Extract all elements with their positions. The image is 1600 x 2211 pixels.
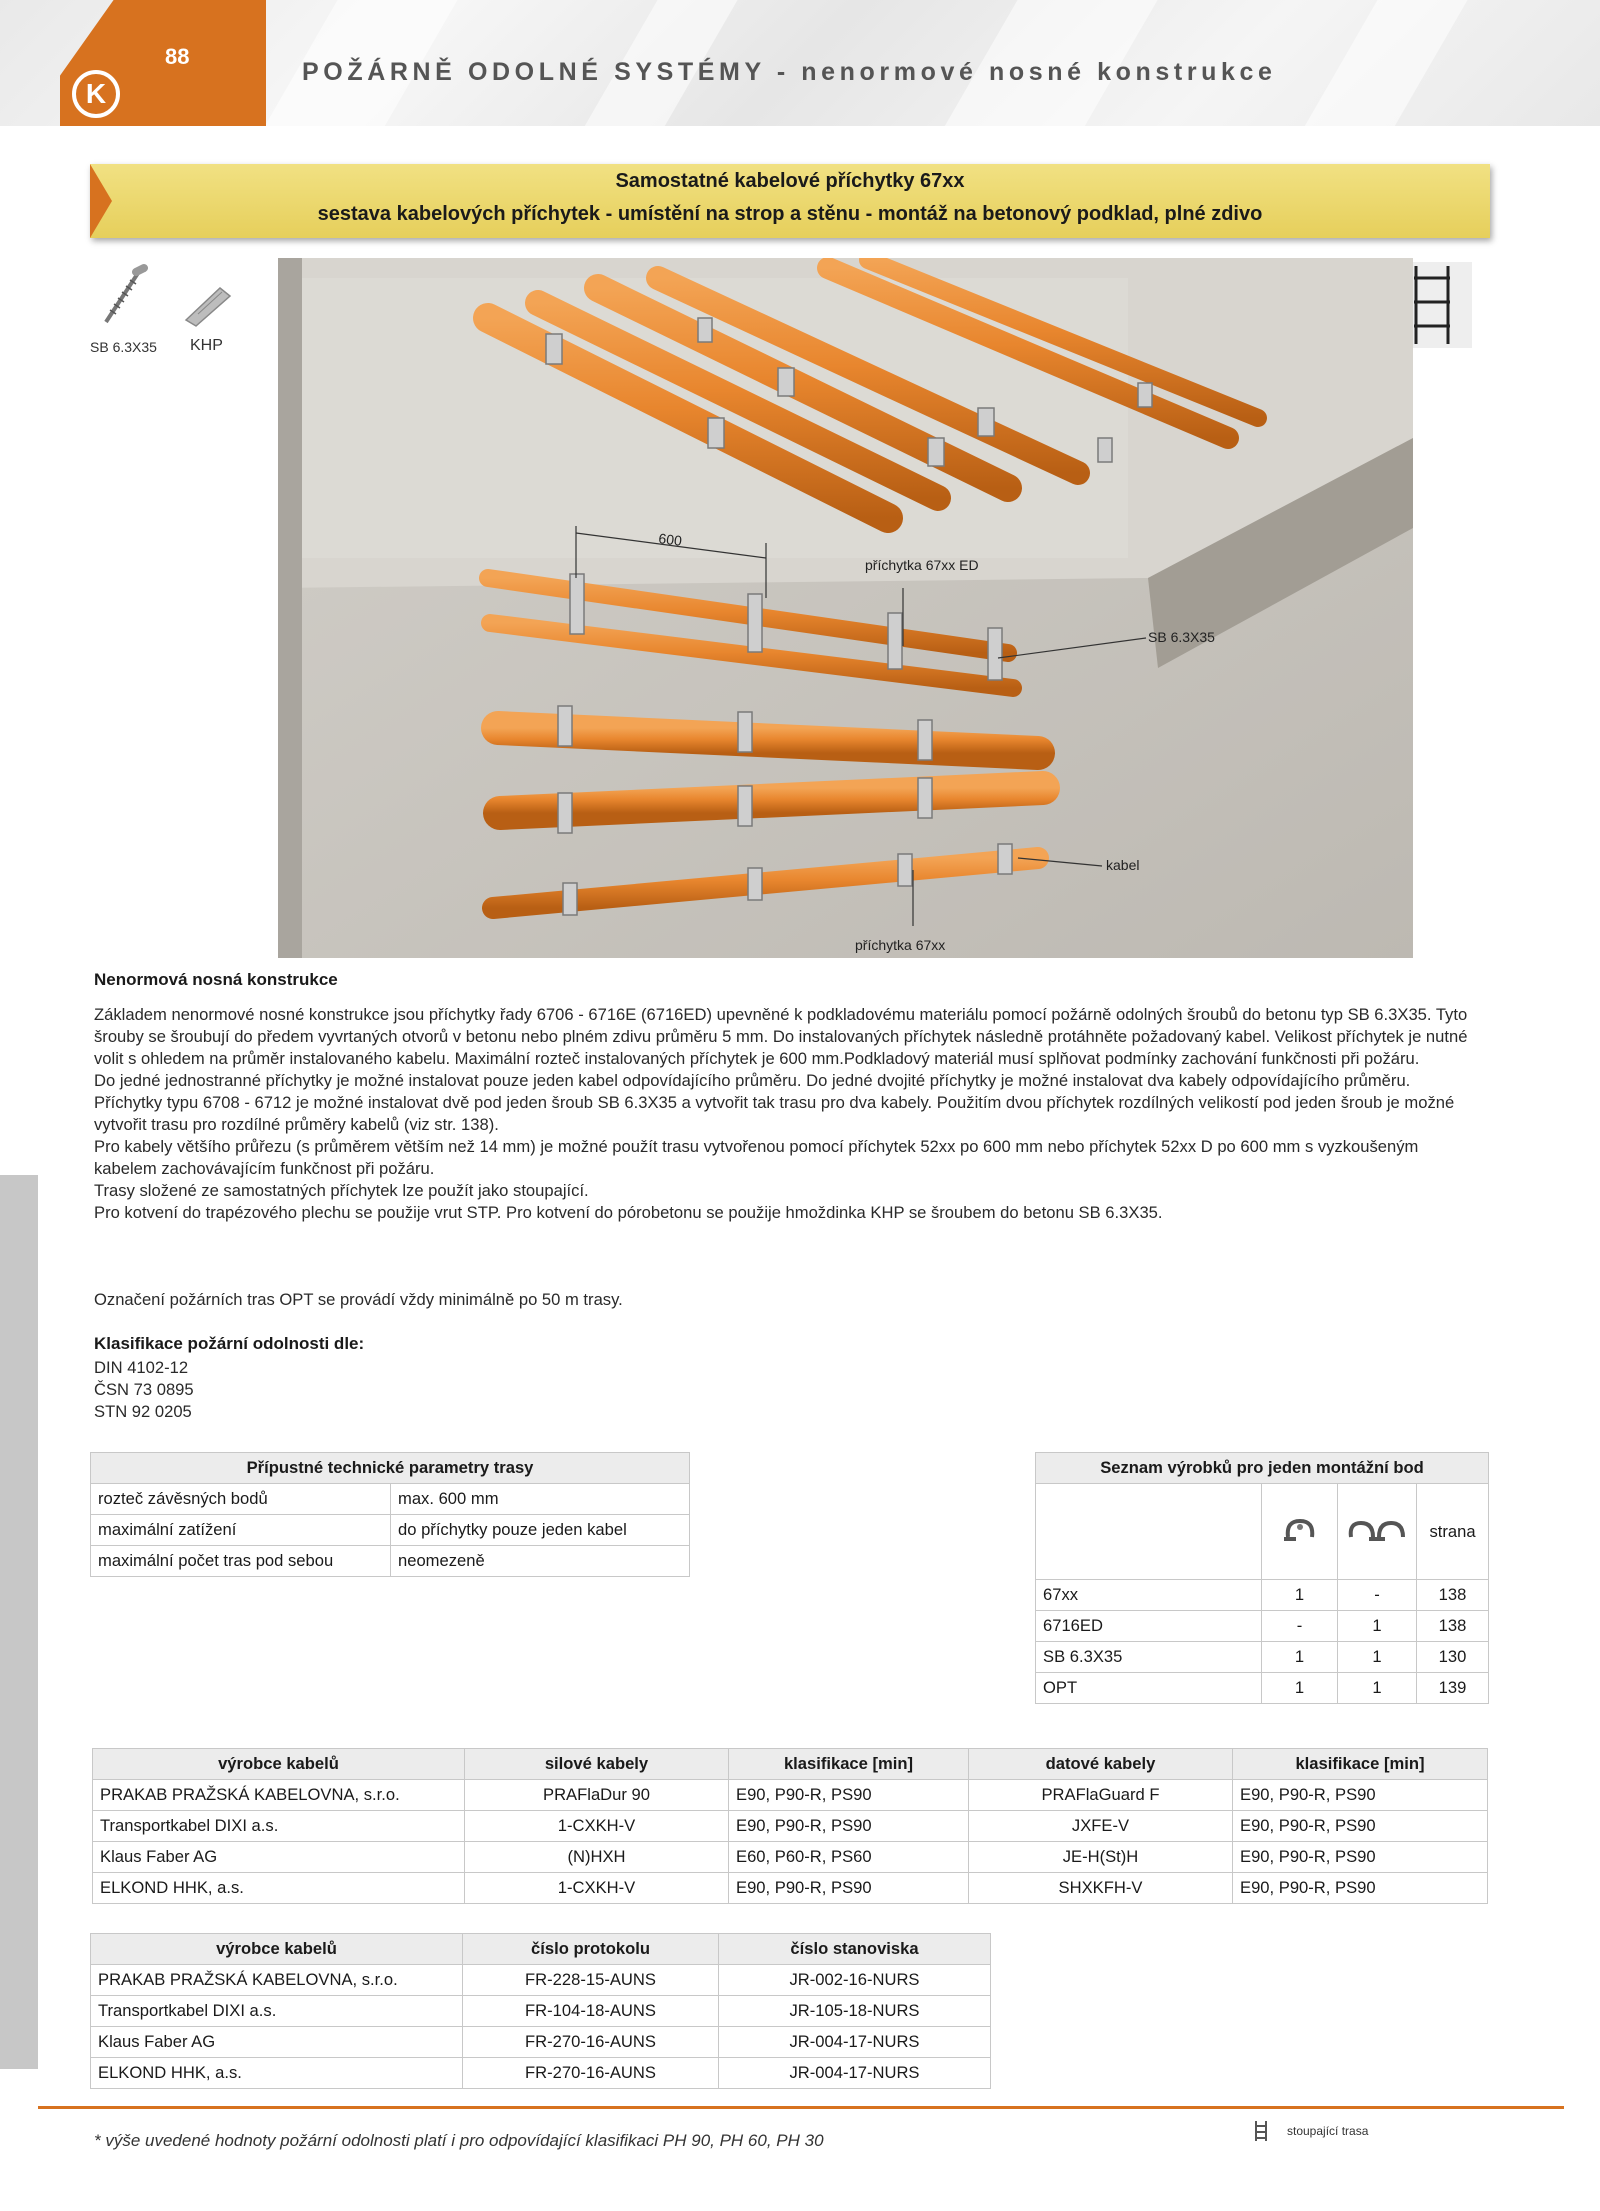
product-code: OPT [1036, 1673, 1262, 1704]
paragraph: Základem nenormové nosné konstrukce jsou příchytky řady 6706 - 6716E (6716ED) upevněné k podkladovému materiálu pomocí požárně odolných šroubů do betonu typ SB 6.3X35. Tyto šrouby se šroubují do předem vyvrtaných otvorů v betonu nebo plném zdivu průměru 5 mm. Do instalovaných příchytek následně protáhněte požadovaný kabel. Velikost příchytek je nutné volit s ohledem na průměr instalovaného kabelu. Maximální rozteč instalovaných příchytek je 600 mm.Podkladový materiál musí splňovat podmínky zachování funkčnosti při požáru. [94, 1005, 1468, 1068]
table-row [91, 1484, 690, 1515]
rising-route-legend-icon [1252, 2119, 1274, 2143]
paragraph: Trasy složené ze samostatných příchytek lze použít jako stoupající. [94, 1181, 589, 1200]
power-cable: PRAFlaDur 90 [465, 1780, 729, 1811]
param-name: maximální počet tras pod sebou [91, 1546, 391, 1577]
cables-table [92, 1748, 1488, 1904]
table-row [1036, 1611, 1489, 1642]
classification-list [94, 1357, 194, 1423]
power-cable: (N)HXH [465, 1842, 729, 1873]
anchor-label: KHP [190, 337, 223, 354]
anchor-icon [180, 278, 236, 328]
classification: E90, P90-R, PS90 [1233, 1873, 1488, 1904]
callout-screw: SB 6.3X35 [1148, 629, 1215, 645]
params-table-title: Přípustné technické parametry trasy [91, 1453, 690, 1484]
protocol-table [90, 1933, 991, 2089]
qty-double: - [1338, 1580, 1417, 1611]
classification: E90, P90-R, PS90 [729, 1811, 969, 1842]
product-list-table [1035, 1452, 1489, 1704]
table-row [91, 1515, 690, 1546]
classification-item: STN 92 0205 [94, 1402, 192, 1421]
column-header: klasifikace [min] [729, 1749, 969, 1780]
table-row [91, 1965, 991, 1996]
statement-number: JR-002-16-NURS [719, 1965, 991, 1996]
manufacturer: PRAKAB PRAŽSKÁ KABELOVNA, s.r.o. [93, 1780, 465, 1811]
page-ref: 138 [1417, 1580, 1489, 1611]
opt-note: Označení požárních tras OPT se provádí vždy minimálně po 50 m trasy. [94, 1290, 623, 1309]
footer-note: * výše uvedené hodnoty požární odolnosti platí i pro odpovídající klasifikaci PH 90, PH 60, PH 30 [94, 2131, 824, 2150]
manufacturer: ELKOND HHK, a.s. [93, 1873, 465, 1904]
installation-illustration [278, 258, 1413, 958]
table-row [1036, 1642, 1489, 1673]
column-header: datové kabely [969, 1749, 1233, 1780]
classification-item: DIN 4102-12 [94, 1358, 189, 1377]
manufacturer: Transportkabel DIXI a.s. [93, 1811, 465, 1842]
data-cable: JE-H(St)H [969, 1842, 1233, 1873]
section-title: Nenormová nosná konstrukce [94, 970, 338, 989]
section-banner [90, 164, 1490, 238]
footer-divider [38, 2106, 1564, 2109]
classification-item: ČSN 73 0895 [94, 1380, 194, 1399]
product-code: 6716ED [1036, 1611, 1262, 1642]
column-header: silové kabely [465, 1749, 729, 1780]
screw-icon [92, 262, 148, 328]
callout-clip: příchytka 67xx [855, 937, 946, 953]
param-name: rozteč závěsných bodů [91, 1484, 391, 1515]
callout-clip-ed: příchytka 67xx ED [865, 557, 979, 573]
paragraph: Pro kotvení do trapézového plechu se použije vrut STP. Pro kotvení do pórobetonu se použije hmoždinka KHP se šroubem do betonu SB 6.3X35. [94, 1203, 1163, 1222]
legend-label: stoupající trasa [1287, 2124, 1369, 2138]
power-cable: 1-CXKH-V [465, 1873, 729, 1904]
manufacturer: Klaus Faber AG [91, 2027, 463, 2058]
statement-number: JR-105-18-NURS [719, 1996, 991, 2027]
page-ref: 138 [1417, 1611, 1489, 1642]
paragraph: Do jedné jednostranné příchytky je možné instalovat pouze jeden kabel odpovídajícího průměru. Do jedné dvojité příchytky je možné instalovat dva kabely odpovídajícího průměru. [94, 1071, 1411, 1090]
classification: E60, P60-R, PS60 [729, 1842, 969, 1873]
page-ref: 130 [1417, 1642, 1489, 1673]
side-bar [0, 1175, 38, 2069]
column-header: výrobce kabelů [93, 1749, 465, 1780]
data-cable: PRAFlaGuard F [969, 1780, 1233, 1811]
param-value: neomezeně [391, 1546, 690, 1577]
clip-double-icon [1338, 1484, 1417, 1580]
banner-subtitle: sestava kabelových příchytek - umístění na strop a stěnu - montáž na betonový podklad, plné zdivo [317, 203, 1263, 225]
manufacturer: ELKOND HHK, a.s. [91, 2058, 463, 2089]
table-row [1036, 1673, 1489, 1704]
classification: E90, P90-R, PS90 [1233, 1780, 1488, 1811]
column-header: výrobce kabelů [91, 1934, 463, 1965]
manufacturer: Transportkabel DIXI a.s. [91, 1996, 463, 2027]
protocol-number: FR-104-18-AUNS [463, 1996, 719, 2027]
banner-title: Samostatné kabelové příchytky 67xx [615, 170, 965, 192]
protocol-number: FR-270-16-AUNS [463, 2027, 719, 2058]
table-row [1036, 1580, 1489, 1611]
protocol-number: FR-228-15-AUNS [463, 1965, 719, 1996]
page-column-header: strana [1417, 1484, 1489, 1580]
params-table [90, 1452, 690, 1577]
statement-number: JR-004-17-NURS [719, 2058, 991, 2089]
callout-cable: kabel [1106, 857, 1140, 873]
qty-single: 1 [1262, 1673, 1338, 1704]
table-row [91, 2027, 991, 2058]
manufacturer: Klaus Faber AG [93, 1842, 465, 1873]
column-header: číslo protokolu [463, 1934, 719, 1965]
clip-single-icon [1262, 1484, 1338, 1580]
classification: E90, P90-R, PS90 [1233, 1842, 1488, 1873]
param-value: max. 600 mm [391, 1484, 690, 1515]
qty-double: 1 [1338, 1642, 1417, 1673]
qty-double: 1 [1338, 1673, 1417, 1704]
table-row [93, 1842, 1488, 1873]
paragraph: Příchytky typu 6708 - 6712 je možné instalovat dvě pod jeden šroub SB 6.3X35 a vytvořit tak trasu pro dva kabely. Použitím dvou příchytek rozdílných velikostí pod jeden šroub je možné vytvořit trasu pro rozdílné průměry kabelů (viz str. 138). [94, 1093, 1455, 1134]
param-name: maximální zatížení [91, 1515, 391, 1546]
qty-single: - [1262, 1611, 1338, 1642]
page-title: POŽÁRNĚ ODOLNÉ SYSTÉMY - nenormové nosné konstrukce [302, 58, 1277, 86]
classification: E90, P90-R, PS90 [729, 1780, 969, 1811]
list-table-title: Seznam výrobků pro jeden montážní bod [1036, 1453, 1489, 1484]
page-ref: 139 [1417, 1673, 1489, 1704]
classification: E90, P90-R, PS90 [729, 1873, 969, 1904]
product-code: 67xx [1036, 1580, 1262, 1611]
data-cable: SHXKFH-V [969, 1873, 1233, 1904]
data-cable: JXFE-V [969, 1811, 1233, 1842]
table-row [93, 1780, 1488, 1811]
classification-title: Klasifikace požární odolnosti dle: [94, 1334, 365, 1353]
qty-double: 1 [1338, 1611, 1417, 1642]
classification: E90, P90-R, PS90 [1233, 1811, 1488, 1842]
protocol-number: FR-270-16-AUNS [463, 2058, 719, 2089]
table-row [91, 1996, 991, 2027]
table-row [93, 1873, 1488, 1904]
qty-single: 1 [1262, 1580, 1338, 1611]
dimension-label: 600 [657, 530, 683, 549]
screw-label: SB 6.3X35 [90, 339, 157, 355]
column-header: klasifikace [min] [1233, 1749, 1488, 1780]
manufacturer: PRAKAB PRAŽSKÁ KABELOVNA, s.r.o. [91, 1965, 463, 1996]
power-cable: 1-CXKH-V [465, 1811, 729, 1842]
table-row [91, 1546, 690, 1577]
page-number: 88 [165, 44, 190, 69]
paragraph: Pro kabely většího průřezu (s průměrem větším než 14 mm) je možné použít trasu vytvořenou pomocí příchytek 52xx po 600 mm nebo příchytek 52xx D po 600 mm s vyzkoušeným kabelem zachovávajícím funkčnost při požáru. [94, 1137, 1419, 1178]
company-logo: K [72, 70, 120, 118]
section-body [94, 1004, 1484, 1224]
product-code: SB 6.3X35 [1036, 1642, 1262, 1673]
column-header: číslo stanoviska [719, 1934, 991, 1965]
statement-number: JR-004-17-NURS [719, 2027, 991, 2058]
param-value: do příchytky pouze jeden kabel [391, 1515, 690, 1546]
qty-single: 1 [1262, 1642, 1338, 1673]
table-row [91, 2058, 991, 2089]
table-row [93, 1811, 1488, 1842]
